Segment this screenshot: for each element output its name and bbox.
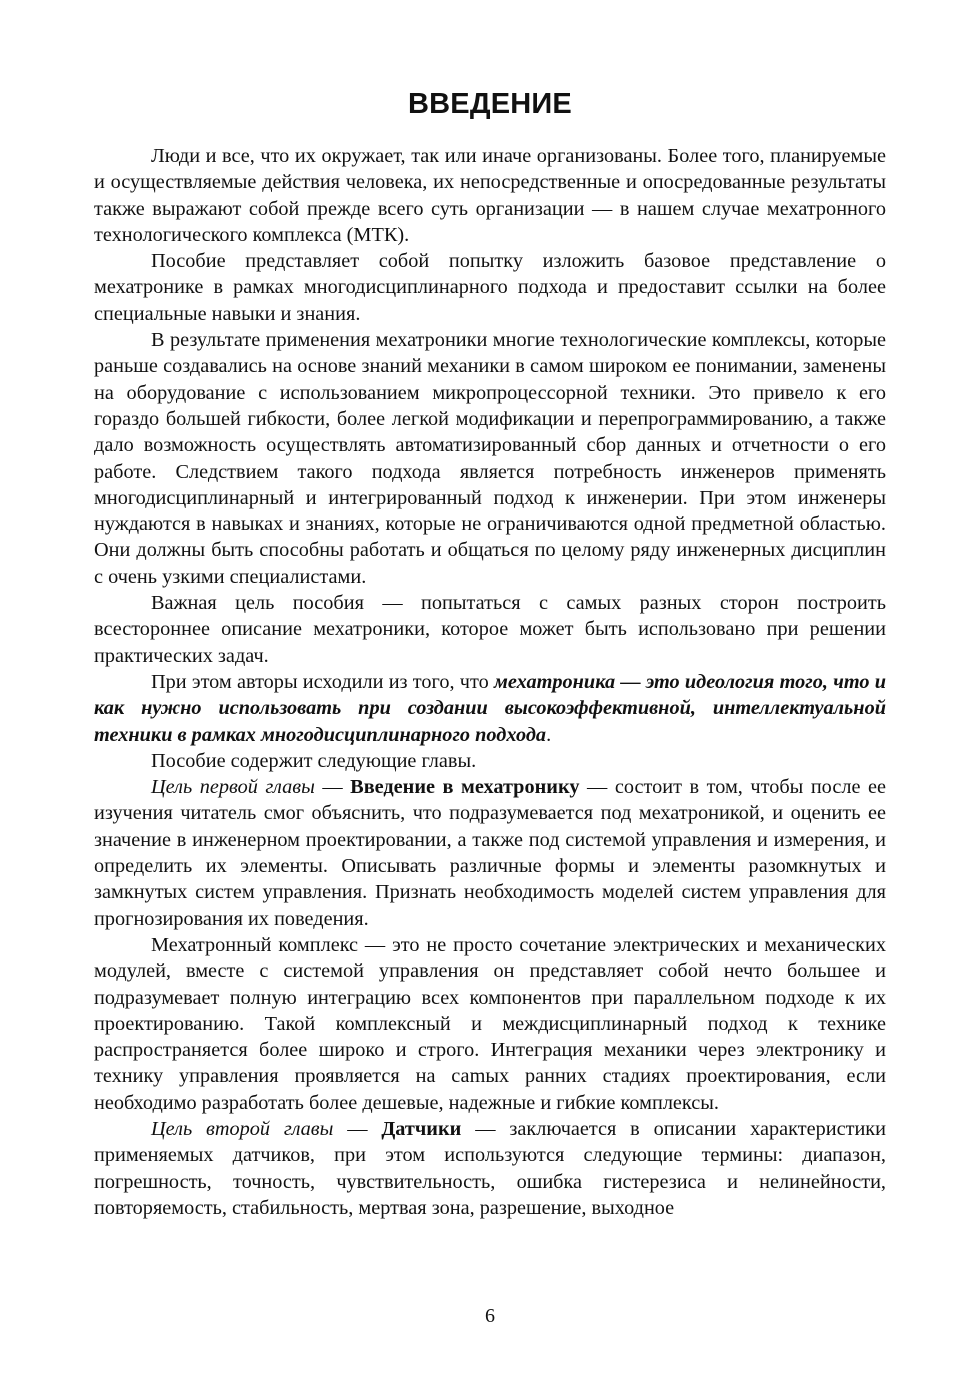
chapter-2-description: — заключается в описании характеристики применяемых датчиков, при этом используются следующие термины: диапазон, погрешность, точность, чувствительность, ошибка гистерезиса и нелинейности, повторяемость, стабильность, мертвая зона, разрешение, выходное	[94, 1117, 886, 1219]
paragraph-7	[94, 774, 886, 932]
mechatronics-definition: мехатроника — это идеология того, что и как нужно использовать при создании высокоэффективной, интеллектуальной техники в рамках многодисциплинарного подхода	[94, 670, 886, 746]
chapter-2-dash: —	[333, 1117, 382, 1140]
chapter-2-title: Датчики	[381, 1117, 462, 1140]
chapter-1-description: — состоит в том, чтобы после ее изучения читатель смог объяснить, что подразумевается под мехатроникой, и оценить ее значение в инженерном проектировании, а также под системой управления и измерения, и определить их элементы. Описывать различные формы и элементы разомкнутых и замкнутых систем управления. Признать необходимость моделей систем управления для прогнозирования их поведения.	[94, 776, 886, 930]
body-text	[94, 143, 886, 1221]
paragraph-4: Важная цель пособия — попытаться с самых разных сторон построить всестороннее описание мехатроники, которое может быть использовано при решении практических задач.	[94, 592, 886, 667]
chapter-1-goal-label: Цель первой главы	[151, 776, 315, 799]
paragraph-6: Пособие содержит следующие главы.	[151, 749, 477, 772]
page-content	[94, 88, 886, 1221]
paragraph-3: В результате применения мехатроники многие технологические комплексы, которые раньше создавались на основе знаний механики в самом широком ее понимании, заменены на оборудование с использованием микропроцессорной техники. Это привело к его гораздо большей гибкости, более легкой модификации и перепрограммированию, а также дало возможность осуществлять автоматизированный сбор данных и отчетности о его работе. Следствием такого подхода является потребность инженеров применять многодисциплинарный и интегрированный подход к инженерии. При этом инженеры нуждаются в навыках и знаниях, которые не ограничиваются одной предметной областью. Они должны быть способны работать и общаться по целому ряду инженерных дисциплин с очень узкими специалистами.	[94, 329, 886, 588]
chapter-1-title: Введение в мехатронику	[350, 776, 580, 799]
paragraph-1: Люди и все, что их окружает, так или иначе организованы. Более того, планируемые и осуществляемые действия человека, их непосредственные и опосредованные результаты также выражают собой прежде всего суть организации — в нашем случае мехатронного технологического комплекса (МТК).	[94, 145, 886, 246]
page-title: ВВЕДЕНИЕ	[408, 88, 572, 120]
paragraph-5	[94, 669, 886, 748]
chapter-2-goal-label: Цель второй главы	[151, 1117, 334, 1140]
paragraph-5-end: .	[546, 723, 552, 746]
chapter-1-dash: —	[314, 776, 351, 799]
paragraph-5-intro: При этом авторы исходили из того, что	[151, 670, 494, 693]
paragraph-2: Пособие представляет собой попытку изложить базовое представление о мехатронике в рамках многодисциплинарного подхода и предоставит ссылки на более специальные навыки и знания.	[94, 250, 886, 325]
paragraph-9	[94, 1116, 886, 1221]
page-number: 6	[485, 1305, 495, 1327]
paragraph-8: Мехатронный комплекс — это не просто сочетание электрических и механических модулей, вместе с системой управления он представляет собой нечто большее и подразумевает полную интеграцию всех компонентов при параллельном подходе к их проектированию. Такой комплексный и междисциплинарный подход к технике распространяется более широко и строго. Интеграция механики через электронику и технику управления проявляется на саmых ранних стадиях проектирования, если необходимо разработать более дешевые, надежные и гибкие комплексы.	[94, 933, 886, 1114]
